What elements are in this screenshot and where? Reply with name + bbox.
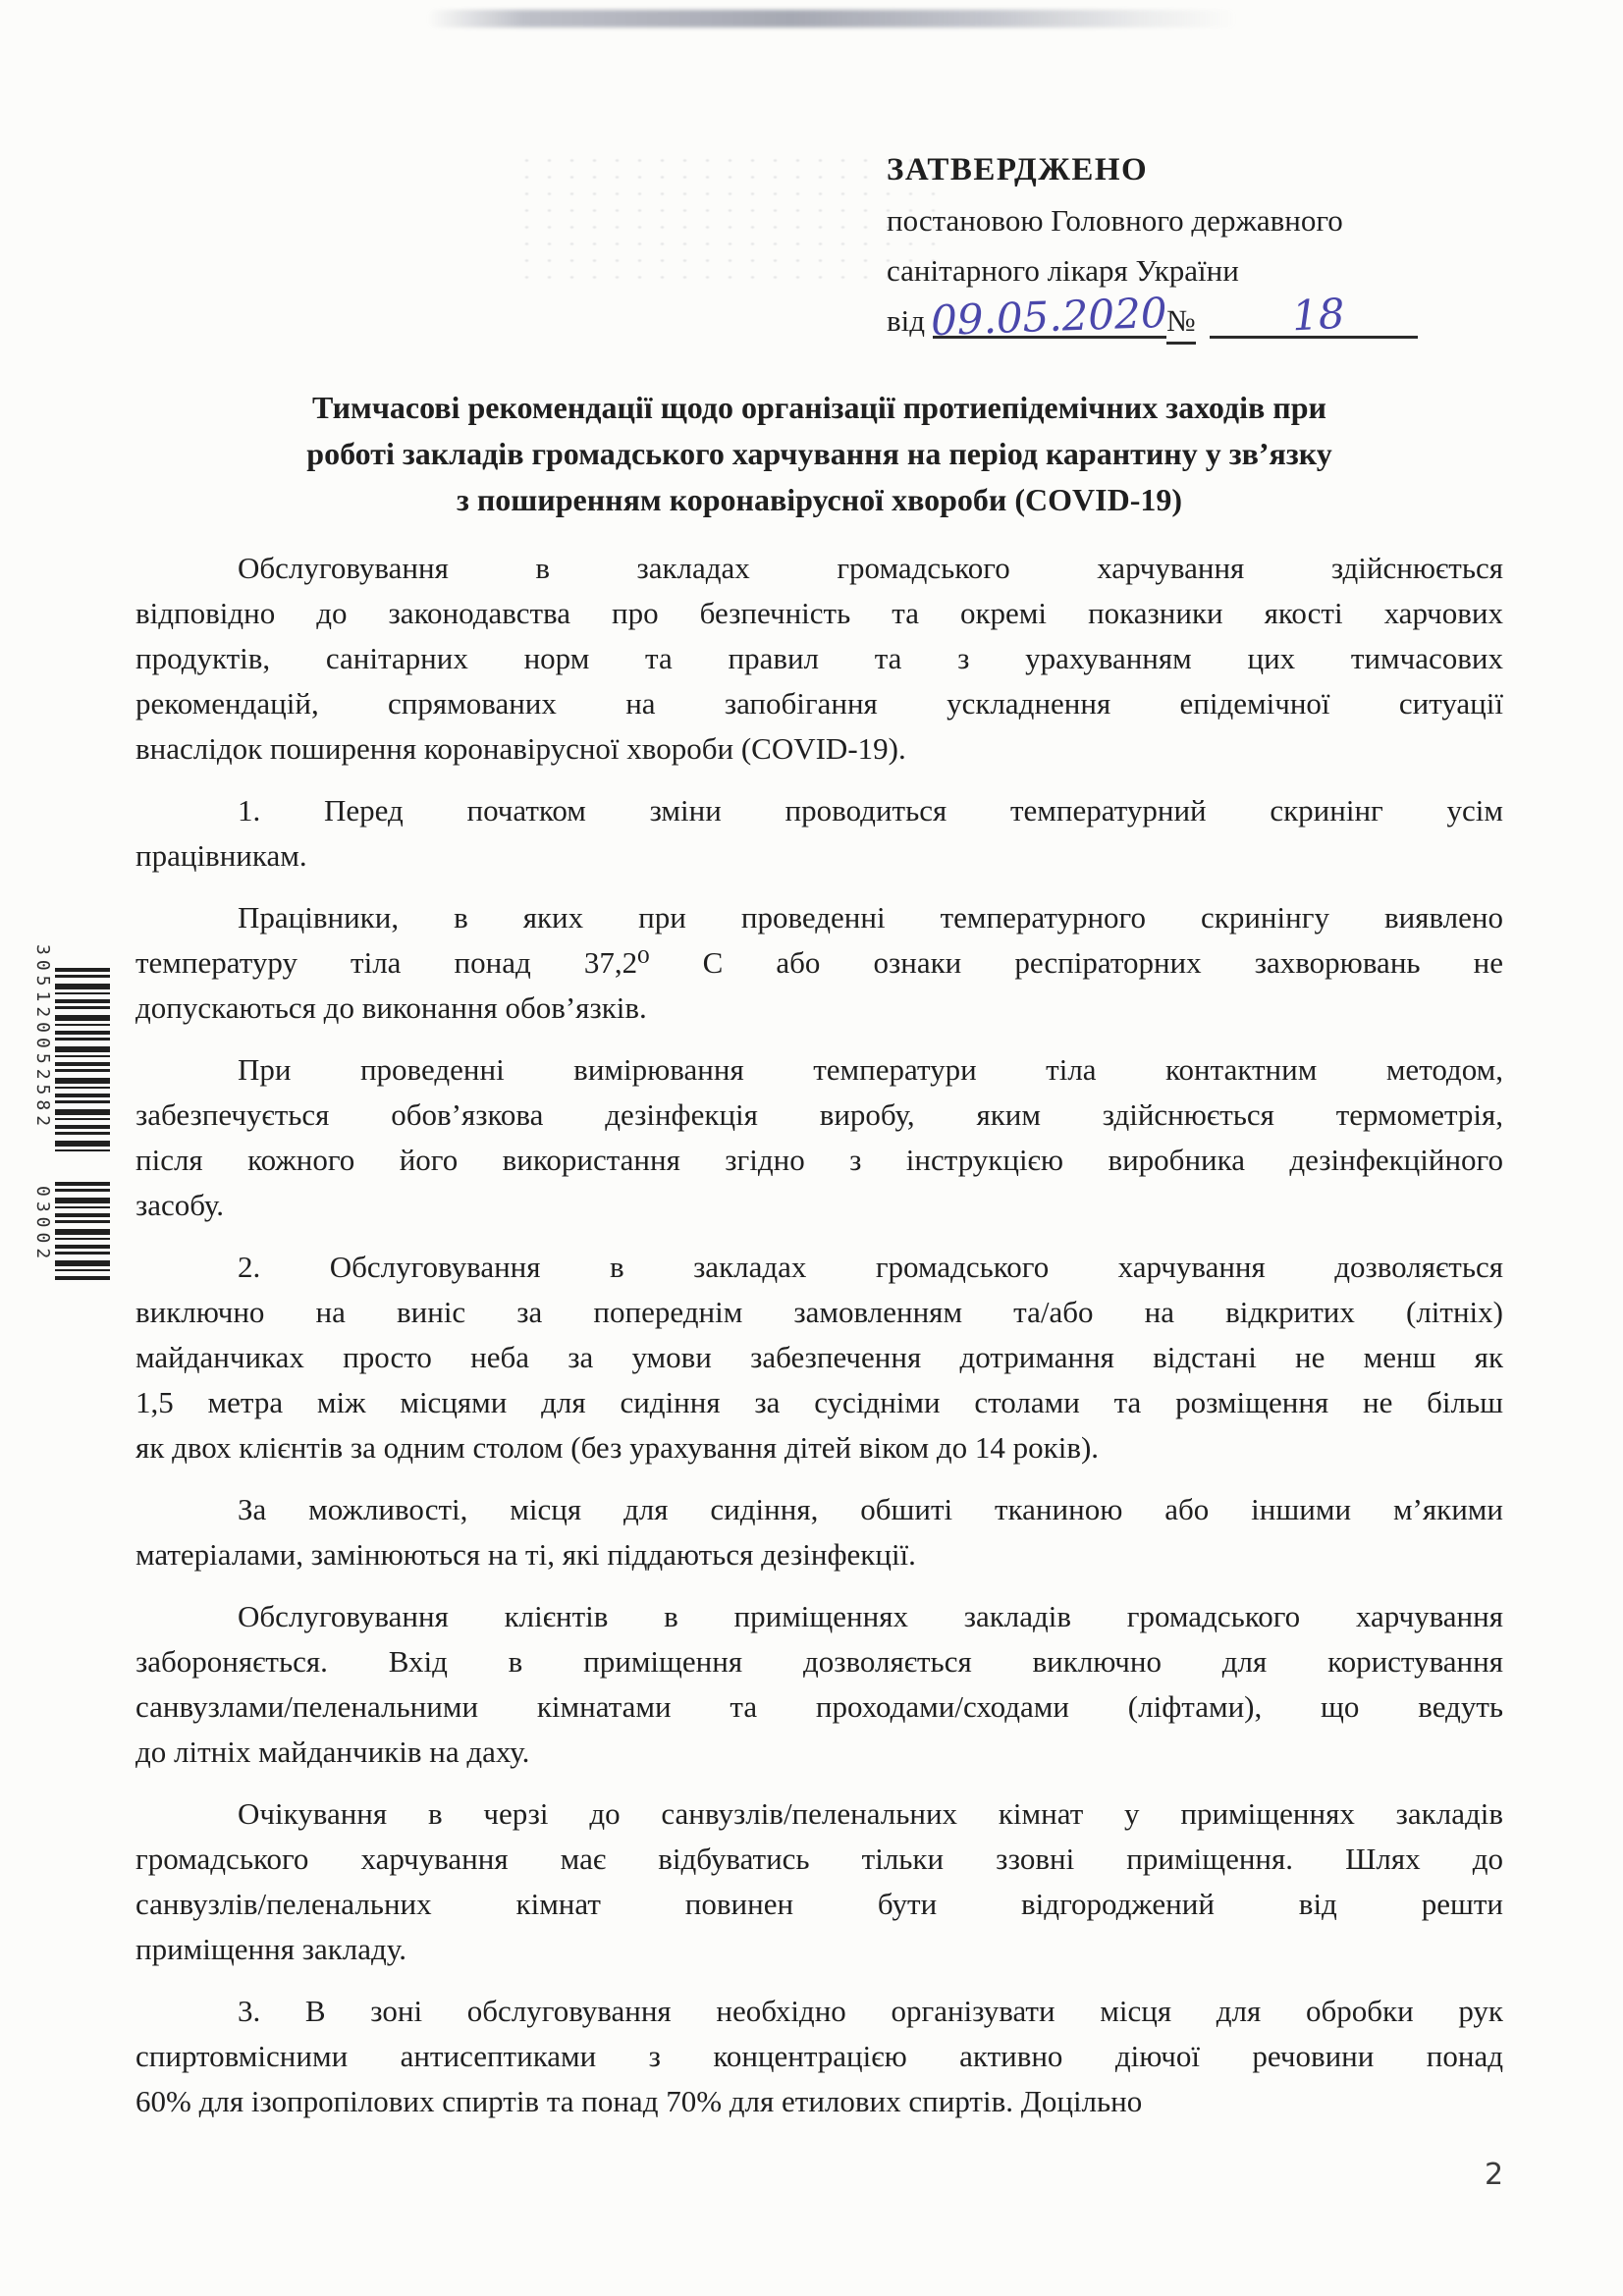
title-line: роботі закладів громадського харчування на період карантину у зв’язку [306, 436, 1332, 471]
text-line: Очікування в черзі до санвузлів/пеленальних кімнат у приміщеннях закладів [238, 1796, 1503, 1831]
paragraph [135, 1989, 1503, 2124]
page-number: 2 [1485, 2158, 1504, 2192]
barcode-digits-secondary: 03002 [32, 1186, 53, 1264]
approval-date-row [887, 288, 1515, 346]
title-line: з поширенням коронавірусної хвороби (COVID-19) [456, 482, 1182, 517]
number-label: № [1166, 303, 1196, 345]
scan-artifact-smudge [427, 10, 1237, 27]
text-line: 1,5 метра між місцями для сидіння за сусідніми столами та розміщення не більш [135, 1385, 1503, 1419]
text-line: внаслідок поширення коронавірусної хвороби (COVID-19). [135, 731, 906, 766]
text-line: засобу. [135, 1188, 225, 1222]
text-line: відповідно до законодавства про безпечність та окремі показники якості харчових [135, 596, 1503, 630]
barcode-bars-secondary [55, 1182, 110, 1282]
paragraph [135, 1487, 1503, 1577]
text-line: до літніх майданчиків на даху. [135, 1735, 530, 1769]
text-line: забороняється. Вхід в приміщення дозволяється виключно для користування [135, 1644, 1503, 1679]
text-line: Працівники, в яких при проведенні температурного скринінгу виявлено [238, 900, 1503, 934]
document-title [135, 385, 1503, 523]
text-line: санвузлами/пеленальними кімнатами та проходами/сходами (ліфтами), що ведуть [135, 1689, 1503, 1724]
text-line: матеріалами, замінюються на ті, які піддаються дезінфекції. [135, 1537, 916, 1572]
barcode-digits-main: 305120052582 [32, 944, 53, 1132]
paragraph [135, 1791, 1503, 1972]
text-line: виключно на виніс за попереднім замовленням та/або на відкритих (літніх) [135, 1295, 1503, 1329]
text-line: 3. В зоні обслуговування необхідно організувати місця для обробки рук [238, 1994, 1503, 2028]
text-line: працівникам. [135, 838, 307, 873]
text-line: 2. Обслуговування в закладах громадського харчування дозволяється [238, 1250, 1503, 1284]
paragraph [135, 1594, 1503, 1775]
title-line: Тимчасові рекомендації щодо організації протиепідемічних заходів при [312, 390, 1326, 425]
text-line: санвузлів/пеленальних кімнат повинен бути відгороджений від решти [135, 1887, 1503, 1921]
date-label: від [887, 303, 926, 338]
text-line: 60% для ізопропілових спиртів та понад 70% для етилових спиртів. Доцільно [135, 2084, 1143, 2118]
text-line: рекомендацій, спрямованих на запобігання ускладнення епідемічної ситуації [135, 686, 1503, 721]
text-line: забезпечується обов’язкова дезінфекція виробу, яким здійснюється термометрія, [135, 1097, 1503, 1132]
handwritten-number: 18 [1290, 289, 1346, 341]
scan-noise-speckles [515, 152, 938, 285]
paragraph [135, 1245, 1503, 1470]
text-line: спиртовмісними антисептиками з концентрацією активно діючої речовини понад [135, 2039, 1503, 2073]
paragraph [135, 546, 1503, 772]
text-line: приміщення закладу. [135, 1932, 406, 1966]
approval-line-authority: постановою Головного державного [887, 203, 1343, 238]
text-line: продуктів, санітарних норм та правил та з урахуванням цих тимчасових [135, 641, 1503, 675]
text-line: як двох клієнтів за одним столом (без урахування дітей віком до 14 років). [135, 1430, 1100, 1465]
text-line: температуру тіла понад 37,2⁰ С або ознаки респіраторних захворювань не [135, 945, 1503, 980]
paragraph [135, 895, 1503, 1031]
text-line: При проведенні вимірювання температури тіла контактним методом, [238, 1052, 1503, 1087]
document-body [135, 546, 1503, 2141]
number-field-underline [1210, 289, 1418, 341]
text-line: Обслуговування в закладах громадського харчування здійснюється [238, 551, 1503, 585]
text-line: допускаються до виконання обов’язків. [135, 990, 647, 1025]
text-line: Обслуговування клієнтів в приміщеннях закладів громадського харчування [238, 1599, 1503, 1633]
paragraph [135, 1047, 1503, 1228]
text-line: майданчиках просто неба за умови забезпечення дотримання відстані не менш як [135, 1340, 1503, 1374]
approval-stamp-label: ЗАТВЕРДЖЕНО [887, 152, 1149, 187]
approval-block [887, 145, 1515, 346]
handwritten-date: 09.05.2020 [930, 288, 1168, 346]
approval-line-authority2: санітарного лікаря України [887, 253, 1239, 288]
date-field-underline [930, 288, 1168, 346]
text-line: громадського харчування має відбуватись тільки ззовні приміщення. Шлях до [135, 1842, 1503, 1876]
text-line: після кожного його використання згідно з інструкцією виробника дезінфекційного [135, 1143, 1503, 1177]
barcode-bars-main [55, 968, 110, 1152]
text-line: 1. Перед початком зміни проводиться температурний скринінг усім [238, 793, 1503, 828]
text-line: За можливості, місця для сидіння, обшиті тканиною або іншими м’якими [238, 1492, 1503, 1526]
paragraph [135, 788, 1503, 879]
